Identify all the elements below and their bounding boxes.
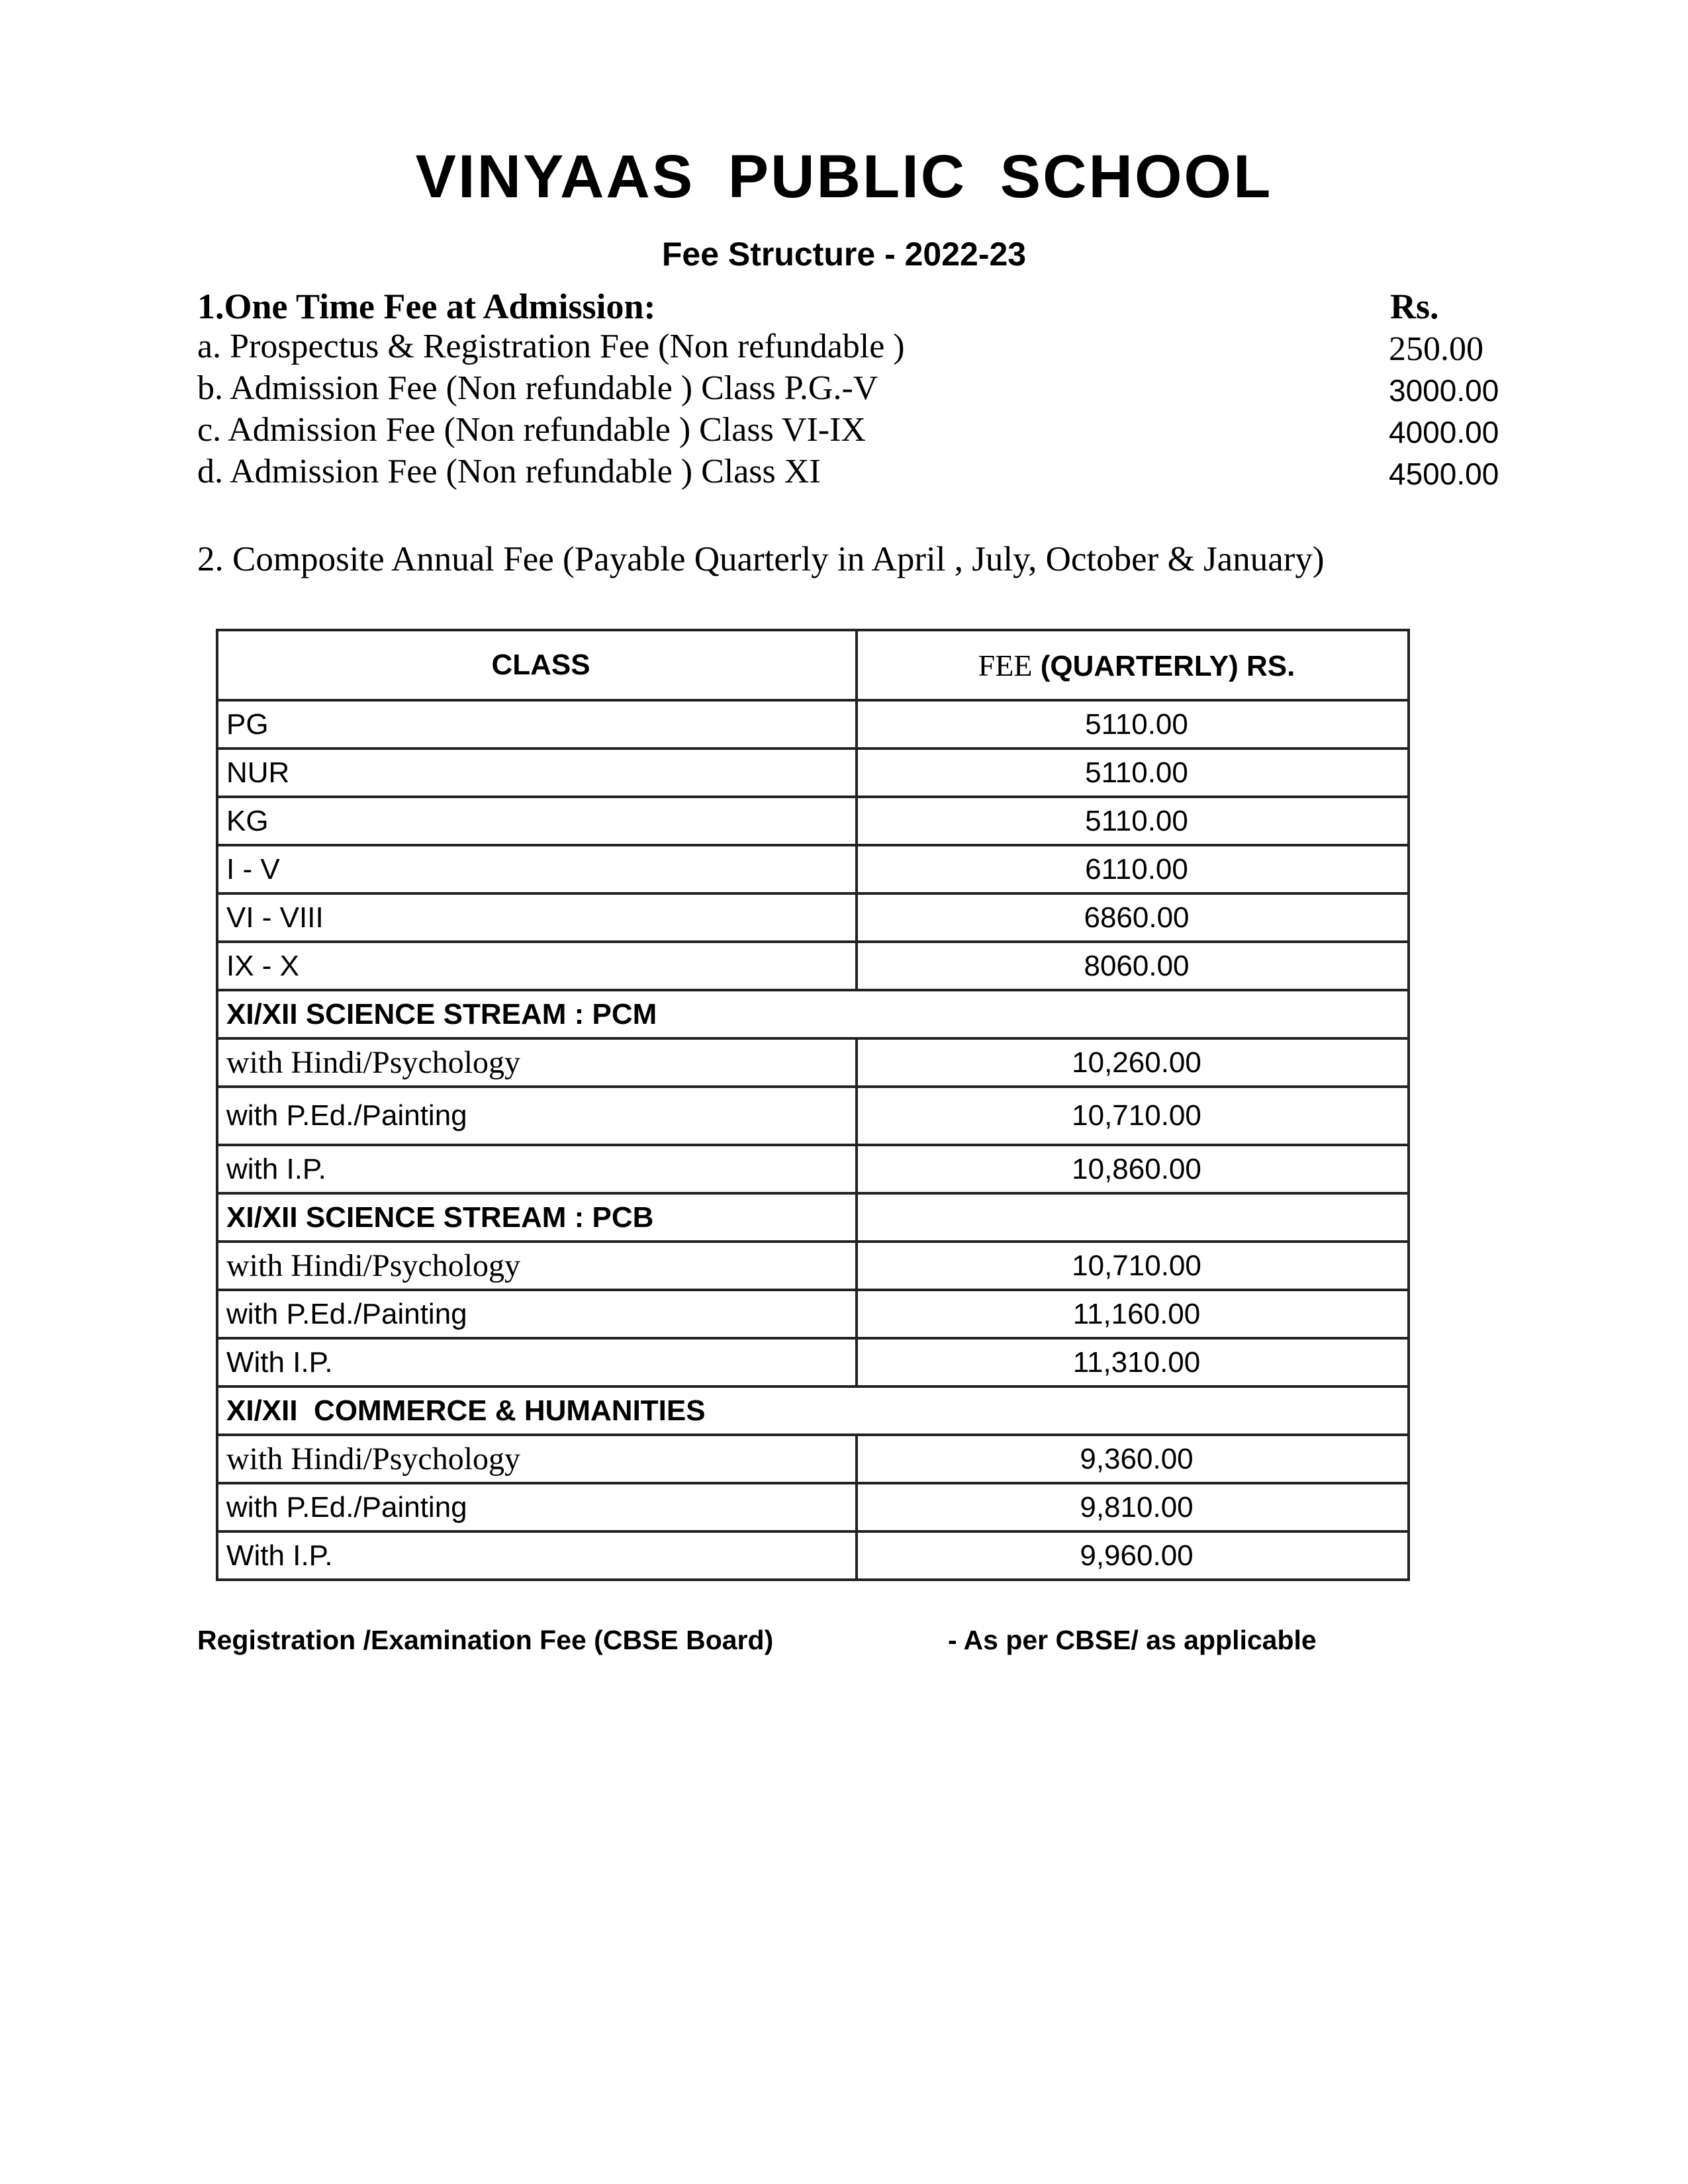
fee-item-label: c. Admission Fee (Non refundable ) Class VI-IX [197,411,866,449]
fee-item-amount: 3000.00 [1389,373,1499,408]
registration-exam-fee-value: - As per CBSE/ as applicable [948,1625,1317,1655]
class-cell: PG [217,700,857,749]
table-row [217,893,1409,942]
currency-header: Rs. [1390,287,1439,326]
class-cell: VI - VIII [217,893,857,942]
section-row-pcb [217,1193,1409,1242]
section-row-pcm [217,990,1409,1038]
fee-cell: 10,860.00 [857,1145,1409,1193]
table-row [217,1435,1409,1483]
composite-fee-heading: 2. Composite Annual Fee (Payable Quarterly in April , July, October & January) [197,540,1325,578]
stream-title-commerce: XI/XII COMMERCE & HUMANITIES [217,1387,1409,1435]
fee-item-label: d. Admission Fee (Non refundable ) Class XI [197,453,821,490]
table-row [217,749,1409,797]
table-row [217,1290,1409,1338]
fee-cell: 11,160.00 [857,1290,1409,1338]
class-cell: with Hindi/Psychology [217,1435,857,1483]
table-row [217,1531,1409,1580]
fee-cell: 5110.00 [857,700,1409,749]
fee-cell: 5110.00 [857,749,1409,797]
table-row [217,1242,1409,1290]
fee-item-amount: 4500.00 [1389,457,1499,491]
class-cell: with Hindi/Psychology [217,1242,857,1290]
class-cell: with P.Ed./Painting [217,1290,857,1338]
class-cell: With I.P. [217,1338,857,1387]
fee-cell: 8060.00 [857,942,1409,990]
class-cell: with I.P. [217,1145,857,1193]
table-row [217,1038,1409,1087]
table-row [217,942,1409,990]
class-cell: with P.Ed./Painting [217,1483,857,1531]
class-column-header: CLASS [217,630,857,700]
fee-item-amount: 250.00 [1389,330,1483,368]
quarterly-fee-table [216,629,1410,1581]
fee-column-header [857,630,1409,700]
class-cell: with Hindi/Psychology [217,1038,857,1087]
empty-cell [857,1193,1409,1242]
registration-exam-fee-label: Registration /Examination Fee (CBSE Board) [197,1625,774,1655]
class-cell: I - V [217,845,857,893]
fee-header-unit: (QUARTERLY) RS. [1040,649,1295,682]
class-cell: With I.P. [217,1531,857,1580]
class-cell: IX - X [217,942,857,990]
document-subtitle: Fee Structure - 2022-23 [661,236,1027,273]
table-row [217,1145,1409,1193]
table-header-row [217,630,1409,700]
class-cell: NUR [217,749,857,797]
fee-cell: 6110.00 [857,845,1409,893]
table-row [217,1338,1409,1387]
fee-cell: 5110.00 [857,797,1409,845]
stream-title-pcm: XI/XII SCIENCE STREAM : PCM [217,990,1409,1038]
one-time-fee-heading: 1.One Time Fee at Admission: [197,287,656,326]
fee-item-label: a. Prospectus & Registration Fee (Non refundable ) [197,328,905,365]
fee-cell: 10,710.00 [857,1242,1409,1290]
fee-cell: 9,960.00 [857,1531,1409,1580]
table-row [217,1087,1409,1145]
class-cell: with P.Ed./Painting [217,1087,857,1145]
fee-cell: 9,360.00 [857,1435,1409,1483]
fee-item-label: b. Admission Fee (Non refundable ) Class P.G.-V [197,369,878,407]
fee-cell: 10,260.00 [857,1038,1409,1087]
table-row [217,700,1409,749]
class-cell: KG [217,797,857,845]
table-row [217,1483,1409,1531]
table-row [217,797,1409,845]
stream-title-pcb: XI/XII SCIENCE STREAM : PCB [217,1193,857,1242]
table-row [217,845,1409,893]
fee-cell: 6860.00 [857,893,1409,942]
fee-cell: 9,810.00 [857,1483,1409,1531]
fee-cell: 10,710.00 [857,1087,1409,1145]
fee-cell: 11,310.00 [857,1338,1409,1387]
fee-item-amount: 4000.00 [1389,415,1499,449]
fee-header-word: FEE [978,648,1033,682]
school-name: VINYAAS PUBLIC SCHOOL [415,143,1273,210]
section-row-commerce [217,1387,1409,1435]
